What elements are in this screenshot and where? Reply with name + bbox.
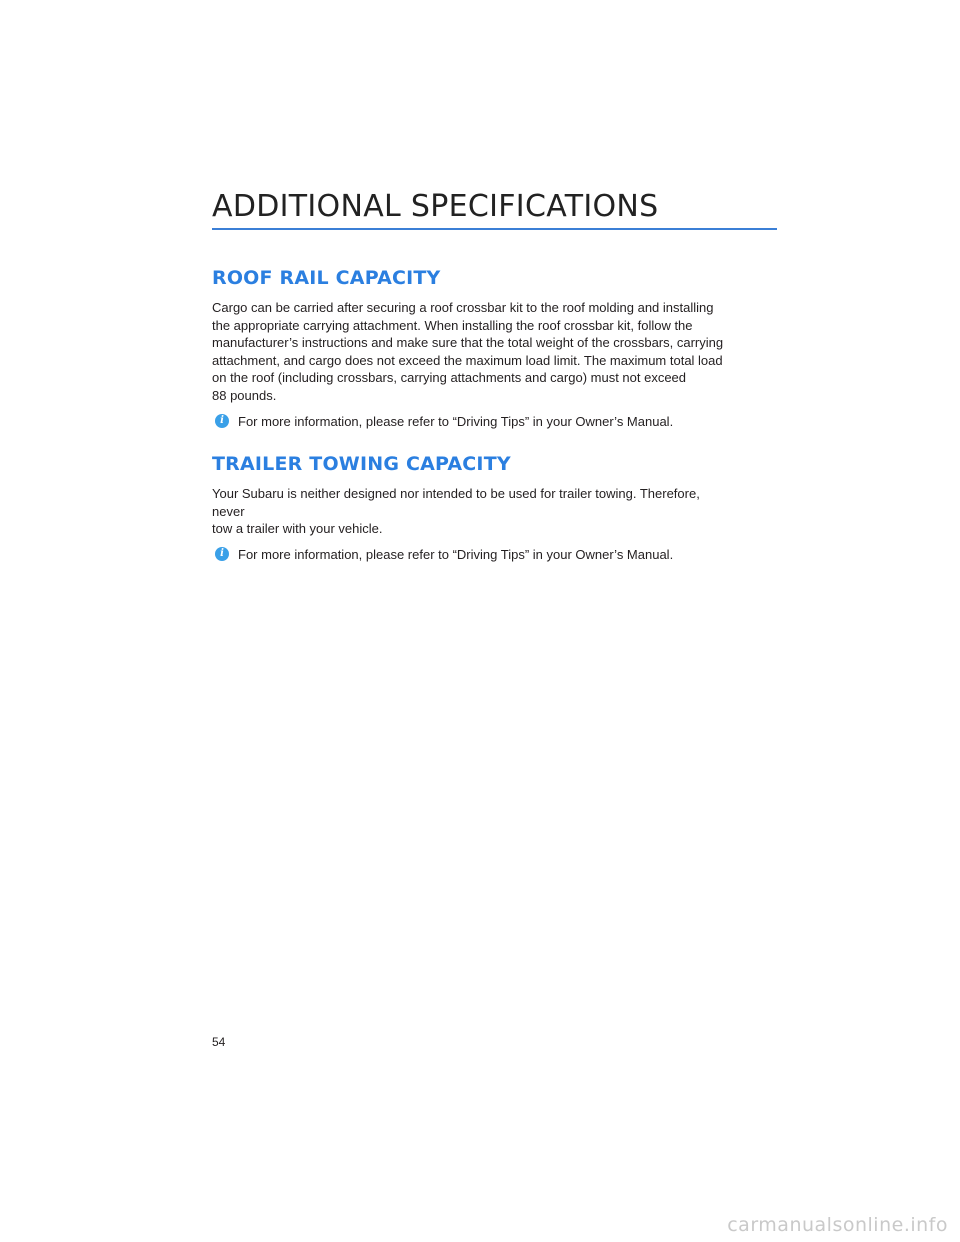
info-icon: i — [215, 547, 229, 561]
roof-rail-capacity-section — [212, 266, 732, 430]
section-title-trailer-towing: TRAILER TOWING CAPACITY — [212, 453, 511, 476]
note-text: For more information, please refer to “Driving Tips” in your Owner’s Manual. — [238, 413, 674, 429]
main-content — [212, 266, 732, 564]
page-title: ADDITIONAL SPECIFICATIONS — [212, 189, 659, 224]
trailer-towing-capacity-section — [212, 452, 732, 563]
page-header — [212, 190, 777, 230]
section-title-roof-rail: ROOF RAIL CAPACITY — [212, 267, 441, 289]
note-text: For more information, please refer to “Driving Tips” in your Owner’s Manual. — [238, 546, 674, 562]
info-icon: i — [215, 414, 229, 428]
trailer-towing-info-note — [212, 546, 732, 564]
roof-rail-body-text: Cargo can be carried after securing a roof crossbar kit to the roof molding and installing the appropriate carrying attachment. When installing the roof crossbar kit, follow the manufacturer’s instructions and make sure that the total weight of the crossbars, carrying attachment, and cargo does not exceed the maximum load limit. The maximum total load on the roof (including crossbars, carrying attachments and cargo) must not exceed 88 pounds. — [212, 300, 724, 403]
trailer-towing-body-text: Your Subaru is neither designed nor intended to be used for trailer towing. Therefore, never tow a trailer with your vehicle. — [212, 486, 700, 537]
header-divider — [212, 228, 777, 230]
watermark-text: carmanualsonline.info — [727, 1214, 948, 1236]
roof-rail-info-note — [212, 413, 732, 431]
page-number: 54 — [212, 1035, 226, 1049]
